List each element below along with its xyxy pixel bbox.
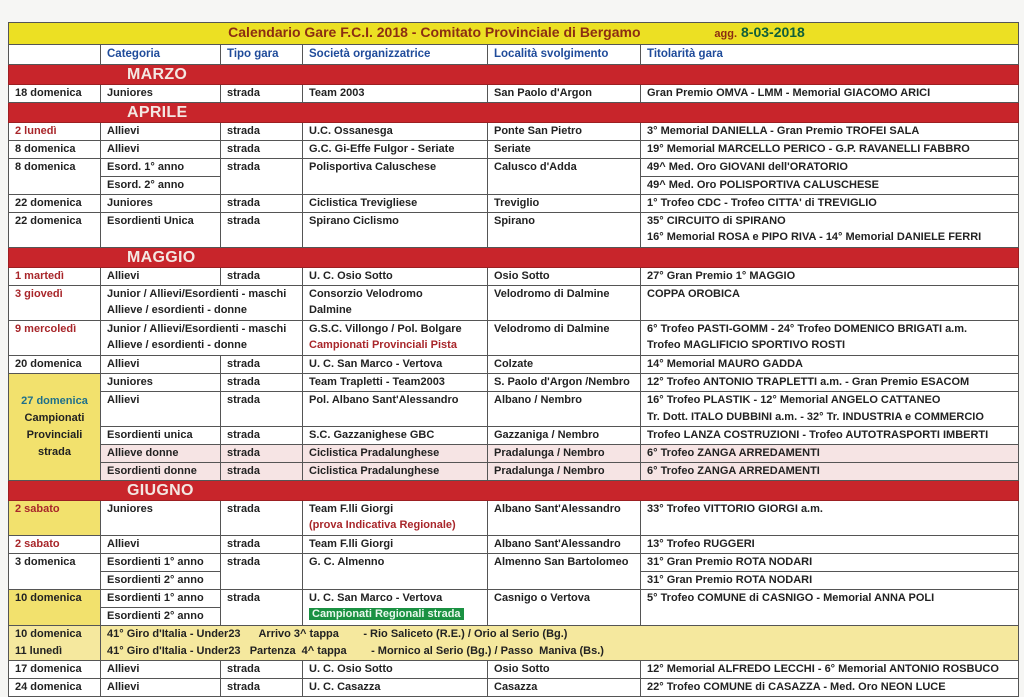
giro-stage-cell: 41° Giro d'Italia - Under23 Arrivo 3^ tappa - Rio Saliceto (R.E.) / Orio al Serio (Bg.) xyxy=(101,626,1019,644)
category-cell: Allieve donne xyxy=(101,445,221,463)
category-line: Allieve / esordienti - donne xyxy=(107,339,247,351)
location-cell: Velodromo di Dalmine xyxy=(488,286,641,321)
month-label: APRILE xyxy=(127,104,188,121)
organizer-cell: Spirano Ciclismo xyxy=(303,213,488,248)
category-line: Allieve / esordienti - donne xyxy=(107,304,247,316)
giro-row xyxy=(9,643,1019,661)
month-header-giugno xyxy=(9,481,1019,501)
location-cell: Spirano xyxy=(488,213,641,248)
category-cell xyxy=(101,321,303,356)
type-cell: strada xyxy=(221,392,303,427)
table-row xyxy=(9,427,1019,445)
location-cell: Colzate xyxy=(488,356,641,374)
title-cell: 33° Trofeo VITTORIO GIORGI a.m. xyxy=(641,501,1019,536)
title-text: Calendario Gare F.C.I. 2018 - Comitato Provinciale di Bergamo xyxy=(228,24,641,40)
organizer-cell xyxy=(303,501,488,536)
regional-championship-badge: Campionati Regionali strada xyxy=(309,608,464,620)
table-row xyxy=(9,356,1019,374)
col-localita-header: Località svolgimento xyxy=(488,45,641,65)
organizer-line: U. C. San Marco - Vertova xyxy=(309,592,443,604)
location-cell: Almenno San Bartolomeo xyxy=(488,554,641,590)
table-row xyxy=(9,195,1019,213)
title-line: 16° Memorial ROSA e PIPO RIVA - 14° Memorial DANIELE FERRI xyxy=(647,231,982,243)
category-cell: Juniores xyxy=(101,374,221,392)
date-cell: 3 giovedì xyxy=(9,286,101,321)
category-cell: Juniores xyxy=(101,85,221,103)
category-cell: Juniores xyxy=(101,501,221,536)
location-cell: Seriate xyxy=(488,141,641,159)
table-row xyxy=(9,392,1019,410)
organizer-cell: U.C. Ossanesga xyxy=(303,123,488,141)
type-cell: strada xyxy=(221,536,303,554)
category-cell xyxy=(101,286,303,321)
championship-date-cell xyxy=(9,374,101,481)
location-cell: Casazza xyxy=(488,679,641,697)
race-calendar-table xyxy=(8,22,1019,697)
organizer-cell: U. C. Osio Sotto xyxy=(303,661,488,679)
title-line: 6° Trofeo PASTI-GOMM - 24° Trofeo DOMENICO BRIGATI a.m. xyxy=(647,323,968,335)
table-row xyxy=(9,445,1019,463)
championship-note: Campionati Provinciali Pista xyxy=(309,339,457,351)
title-cell: COPPA OROBICA xyxy=(641,286,1019,321)
type-cell: strada xyxy=(221,85,303,103)
title-cell: 12° Trofeo ANTONIO TRAPLETTI a.m. - Gran Premio ESACOM xyxy=(641,374,1019,392)
updated-date: 8-03-2018 xyxy=(741,24,805,40)
column-header-row xyxy=(9,45,1019,65)
category-cell: Allievi xyxy=(101,123,221,141)
col-societa-header: Società organizzatrice xyxy=(303,45,488,65)
organizer-cell: U. C. Casazza xyxy=(303,679,488,697)
organizer-cell: Ciclistica Pradalunghese xyxy=(303,463,488,481)
organizer-cell: S.C. Gazzanighese GBC xyxy=(303,427,488,445)
date-cell: 10 domenica xyxy=(9,590,101,626)
calendar-title xyxy=(9,23,1019,45)
date-cell: 2 lunedì xyxy=(9,123,101,141)
date-cell: 10 domenica xyxy=(9,626,101,644)
type-cell: strada xyxy=(221,356,303,374)
location-cell: San Paolo d'Argon xyxy=(488,85,641,103)
table-row xyxy=(9,85,1019,103)
type-cell: strada xyxy=(221,590,303,626)
month-label: GIUGNO xyxy=(127,482,194,499)
month-label: MARZO xyxy=(127,66,188,83)
title-line: 35° CIRCUITO di SPIRANO xyxy=(647,215,786,227)
type-cell: strada xyxy=(221,661,303,679)
month-header-aprile xyxy=(9,103,1019,123)
organizer-cell: Pol. Albano Sant'Alessandro xyxy=(303,392,488,427)
month-header-marzo xyxy=(9,65,1019,85)
title-cell: 13° Trofeo RUGGERI xyxy=(641,536,1019,554)
organizer-line: Consorzio Velodromo xyxy=(309,288,423,300)
date-cell: 2 sabato xyxy=(9,536,101,554)
title-cell: 49^ Med. Oro GIOVANI dell'ORATORIO xyxy=(641,159,1019,177)
organizer-cell: Ciclistica Pradalunghese xyxy=(303,445,488,463)
col-titolarita-header: Titolarità gara xyxy=(641,45,1019,65)
date-cell: 22 domenica xyxy=(9,195,101,213)
title-cell: Trofeo LANZA COSTRUZIONI - Trofeo AUTOTRASPORTI IMBERTI xyxy=(641,427,1019,445)
type-cell: strada xyxy=(221,501,303,536)
type-cell: strada xyxy=(221,679,303,697)
location-cell: Treviglio xyxy=(488,195,641,213)
organizer-line: G.S.C. Villongo / Pol. Bolgare xyxy=(309,323,462,335)
col-date-header xyxy=(9,45,101,65)
organizer-cell: Polisportiva Caluschese xyxy=(303,159,488,195)
table-row xyxy=(9,554,1019,572)
category-cell: Esordienti donne xyxy=(101,463,221,481)
title-cell: Gran Premio OMVA - LMM - Memorial GIACOMO ARICI xyxy=(641,85,1019,103)
title-cell: 6° Trofeo ZANGA ARREDAMENTI xyxy=(641,463,1019,481)
type-cell: strada xyxy=(221,445,303,463)
month-header-maggio xyxy=(9,248,1019,268)
date-cell: 22 domenica xyxy=(9,213,101,248)
title-cell: 6° Trofeo ZANGA ARREDAMENTI xyxy=(641,445,1019,463)
table-row xyxy=(9,213,1019,248)
location-cell: Pradalunga / Nembro xyxy=(488,445,641,463)
title-cell: 5° Trofeo COMUNE di CASNIGO - Memorial ANNA POLI xyxy=(641,590,1019,626)
location-cell: Ponte San Pietro xyxy=(488,123,641,141)
title-cell: 19° Memorial MARCELLO PERICO - G.P. RAVANELLI FABBRO xyxy=(641,141,1019,159)
category-cell: Esordienti 2° anno xyxy=(101,572,221,590)
title-cell: Tr. Dott. ITALO DUBBINI a.m. - 32° Tr. INDUSTRIA e COMMERCIO xyxy=(641,409,1019,427)
category-cell: Allievi xyxy=(101,679,221,697)
category-cell: Esordienti unica xyxy=(101,427,221,445)
date-cell: 1 martedì xyxy=(9,268,101,286)
date-label: 27 domenica xyxy=(21,395,88,407)
category-cell: Esord. 1° anno xyxy=(101,159,221,177)
organizer-cell: G.C. Gi-Effe Fulgor - Seriate xyxy=(303,141,488,159)
table-row xyxy=(9,286,1019,321)
table-row xyxy=(9,141,1019,159)
category-cell: Esordienti Unica xyxy=(101,213,221,248)
date-cell: 8 domenica xyxy=(9,141,101,159)
category-cell: Allievi xyxy=(101,536,221,554)
title-cell: 14° Memorial MAURO GADDA xyxy=(641,356,1019,374)
championship-label: strada xyxy=(37,446,72,458)
category-cell: Juniores xyxy=(101,195,221,213)
location-cell: Albano / Nembro xyxy=(488,392,641,427)
date-cell: 8 domenica xyxy=(9,159,101,195)
race-note: (prova Indicativa Regionale) xyxy=(309,519,456,531)
col-categoria-header: Categoria xyxy=(101,45,221,65)
organizer-line: Team F.lli Giorgi xyxy=(309,503,394,515)
organizer-cell: U. C. Osio Sotto xyxy=(303,268,488,286)
title-cell xyxy=(641,213,1019,248)
category-cell: Esordienti 2° anno xyxy=(101,608,221,626)
table-row xyxy=(9,463,1019,481)
location-cell: Albano Sant'Alessandro xyxy=(488,536,641,554)
organizer-cell xyxy=(303,321,488,356)
date-cell: 24 domenica xyxy=(9,679,101,697)
giro-row xyxy=(9,626,1019,644)
location-cell: Osio Sotto xyxy=(488,268,641,286)
title-line: Trofeo MAGLIFICIO SPORTIVO ROSTI xyxy=(647,339,846,351)
month-label: MAGGIO xyxy=(127,249,196,266)
location-cell: Pradalunga / Nembro xyxy=(488,463,641,481)
category-cell: Allievi xyxy=(101,356,221,374)
category-cell: Allievi xyxy=(101,141,221,159)
organizer-cell: Team 2003 xyxy=(303,85,488,103)
type-cell: strada xyxy=(221,195,303,213)
organizer-line: Dalmine xyxy=(309,304,352,316)
table-row xyxy=(9,501,1019,536)
organizer-cell: G. C. Almenno xyxy=(303,554,488,590)
organizer-cell: Team Trapletti - Team2003 xyxy=(303,374,488,392)
category-cell: Allievi xyxy=(101,268,221,286)
location-cell: Velodromo di Dalmine xyxy=(488,321,641,356)
organizer-cell: U. C. San Marco - Vertova xyxy=(303,356,488,374)
date-cell: 18 domenica xyxy=(9,85,101,103)
title-row xyxy=(9,23,1019,45)
type-cell: strada xyxy=(221,554,303,590)
title-cell: 27° Gran Premio 1° MAGGIO xyxy=(641,268,1019,286)
type-cell: strada xyxy=(221,268,303,286)
date-cell: 2 sabato xyxy=(9,501,101,536)
location-cell: Osio Sotto xyxy=(488,661,641,679)
title-cell: 1° Trofeo CDC - Trofeo CITTA' di TREVIGLIO xyxy=(641,195,1019,213)
category-cell: Allievi xyxy=(101,661,221,679)
table-row xyxy=(9,123,1019,141)
date-cell: 17 domenica xyxy=(9,661,101,679)
title-cell: 16° Trofeo PLASTIK - 12° Memorial ANGELO CATTANEO xyxy=(641,392,1019,410)
organizer-cell: Ciclistica Trevigliese xyxy=(303,195,488,213)
date-cell: 9 mercoledì xyxy=(9,321,101,356)
championship-label: Provinciali xyxy=(26,429,83,441)
location-cell: Calusco d'Adda xyxy=(488,159,641,195)
title-cell xyxy=(641,321,1019,356)
type-cell: strada xyxy=(221,123,303,141)
category-line: Junior / Allievi/Esordienti - maschi xyxy=(107,288,287,300)
category-cell: Esord. 2° anno xyxy=(101,177,221,195)
championship-label: Campionati xyxy=(24,412,85,424)
category-cell: Esordienti 1° anno xyxy=(101,590,221,608)
location-cell: Gazzaniga / Nembro xyxy=(488,427,641,445)
date-cell: 20 domenica xyxy=(9,356,101,374)
title-cell: 12° Memorial ALFREDO LECCHI - 6° Memorial ANTONIO ROSBUCO xyxy=(641,661,1019,679)
category-cell: Esordienti 1° anno xyxy=(101,554,221,572)
type-cell: strada xyxy=(221,159,303,195)
organizer-cell xyxy=(303,590,488,626)
date-cell: 11 lunedì xyxy=(9,643,101,661)
type-cell: strada xyxy=(221,213,303,248)
organizer-cell: Team F.lli Giorgi xyxy=(303,536,488,554)
type-cell: strada xyxy=(221,427,303,445)
title-cell: 3° Memorial DANIELLA - Gran Premio TROFEI SALA xyxy=(641,123,1019,141)
category-line: Junior / Allievi/Esordienti - maschi xyxy=(107,323,287,335)
title-cell: 31° Gran Premio ROTA NODARI xyxy=(641,554,1019,572)
table-row xyxy=(9,268,1019,286)
table-row xyxy=(9,536,1019,554)
col-tipo-header: Tipo gara xyxy=(221,45,303,65)
organizer-cell xyxy=(303,286,488,321)
giro-stage-cell: 41° Giro d'Italia - Under23 Partenza 4^ tappa - Mornico al Serio (Bg.) / Passo Maniva (Bs.) xyxy=(101,643,1019,661)
type-cell: strada xyxy=(221,463,303,481)
updated-label: agg. xyxy=(714,28,738,40)
location-cell: Albano Sant'Alessandro xyxy=(488,501,641,536)
table-row xyxy=(9,374,1019,392)
location-cell: Casnigo o Vertova xyxy=(488,590,641,626)
title-cell: 49^ Med. Oro POLISPORTIVA CALUSCHESE xyxy=(641,177,1019,195)
table-row xyxy=(9,679,1019,697)
table-row xyxy=(9,661,1019,679)
title-cell: 31° Gran Premio ROTA NODARI xyxy=(641,572,1019,590)
type-cell: strada xyxy=(221,141,303,159)
table-row xyxy=(9,159,1019,177)
type-cell: strada xyxy=(221,374,303,392)
table-row xyxy=(9,590,1019,608)
category-cell: Allievi xyxy=(101,392,221,427)
date-cell: 3 domenica xyxy=(9,554,101,590)
location-cell: S. Paolo d'Argon /Nembro xyxy=(488,374,641,392)
table-row xyxy=(9,321,1019,356)
race-calendar-sheet xyxy=(8,22,1018,697)
title-cell: 22° Trofeo COMUNE di CASAZZA - Med. Oro NEON LUCE xyxy=(641,679,1019,697)
